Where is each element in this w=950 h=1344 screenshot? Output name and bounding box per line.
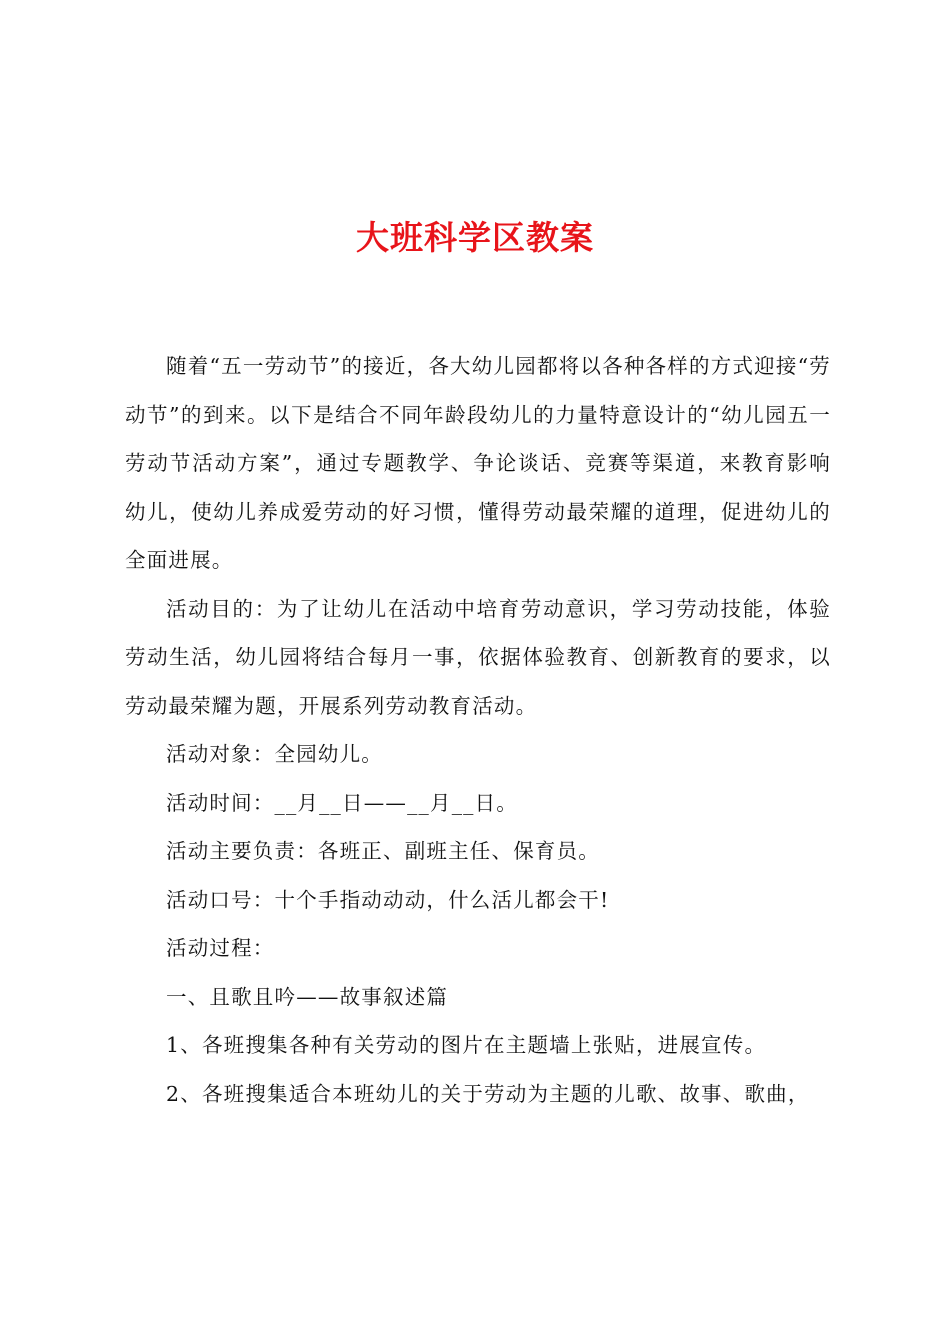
activity-target-paragraph: 活动对象：全园幼儿。: [166, 742, 383, 766]
document-body: [125, 342, 831, 1118]
activity-purpose-paragraph: 活动目的：为了让幼儿在活动中培育劳动意识，学习劳动技能，体验劳动生活，幼儿园将结合每月一事，依据体验教育、创新教育的要求，以劳动最荣耀为题，开展系列劳动教育活动。: [125, 596, 831, 718]
list-item: 2、各班搜集适合本班幼儿的关于劳动为主题的儿歌、故事、歌曲，: [166, 1081, 810, 1106]
activity-time-paragraph: 活动时间：__月__日——__月__日。: [166, 790, 518, 815]
list-item: 1、各班搜集各种有关劳动的图片在主题墙上张贴，进展宣传。: [166, 1033, 767, 1057]
document-title: 大班科学区教案: [356, 218, 594, 257]
activity-process-heading: 活动过程：: [166, 936, 275, 960]
activity-slogan-paragraph: 活动口号：十个手指动动动，什么活儿都会干!: [166, 887, 610, 912]
activity-responsible-paragraph: 活动主要负责：各班正、副班主任、保育员。: [166, 839, 600, 863]
section-one-heading: 一、且歌且吟——故事叙述篇: [166, 984, 449, 1009]
intro-paragraph: 随着“五一劳动节”的接近，各大幼儿园都将以各种各样的方式迎接“劳动节”的到来。以下是结合不同年龄段幼儿的力量特意设计的“幼儿园五一劳动节活动方案”，通过专题教学、争论谈话、竞赛等渠道，来教育影响幼儿，使幼儿养成爱劳动的好习惯，懂得劳动最荣耀的道理，促进幼儿的全面进展。: [125, 354, 831, 572]
